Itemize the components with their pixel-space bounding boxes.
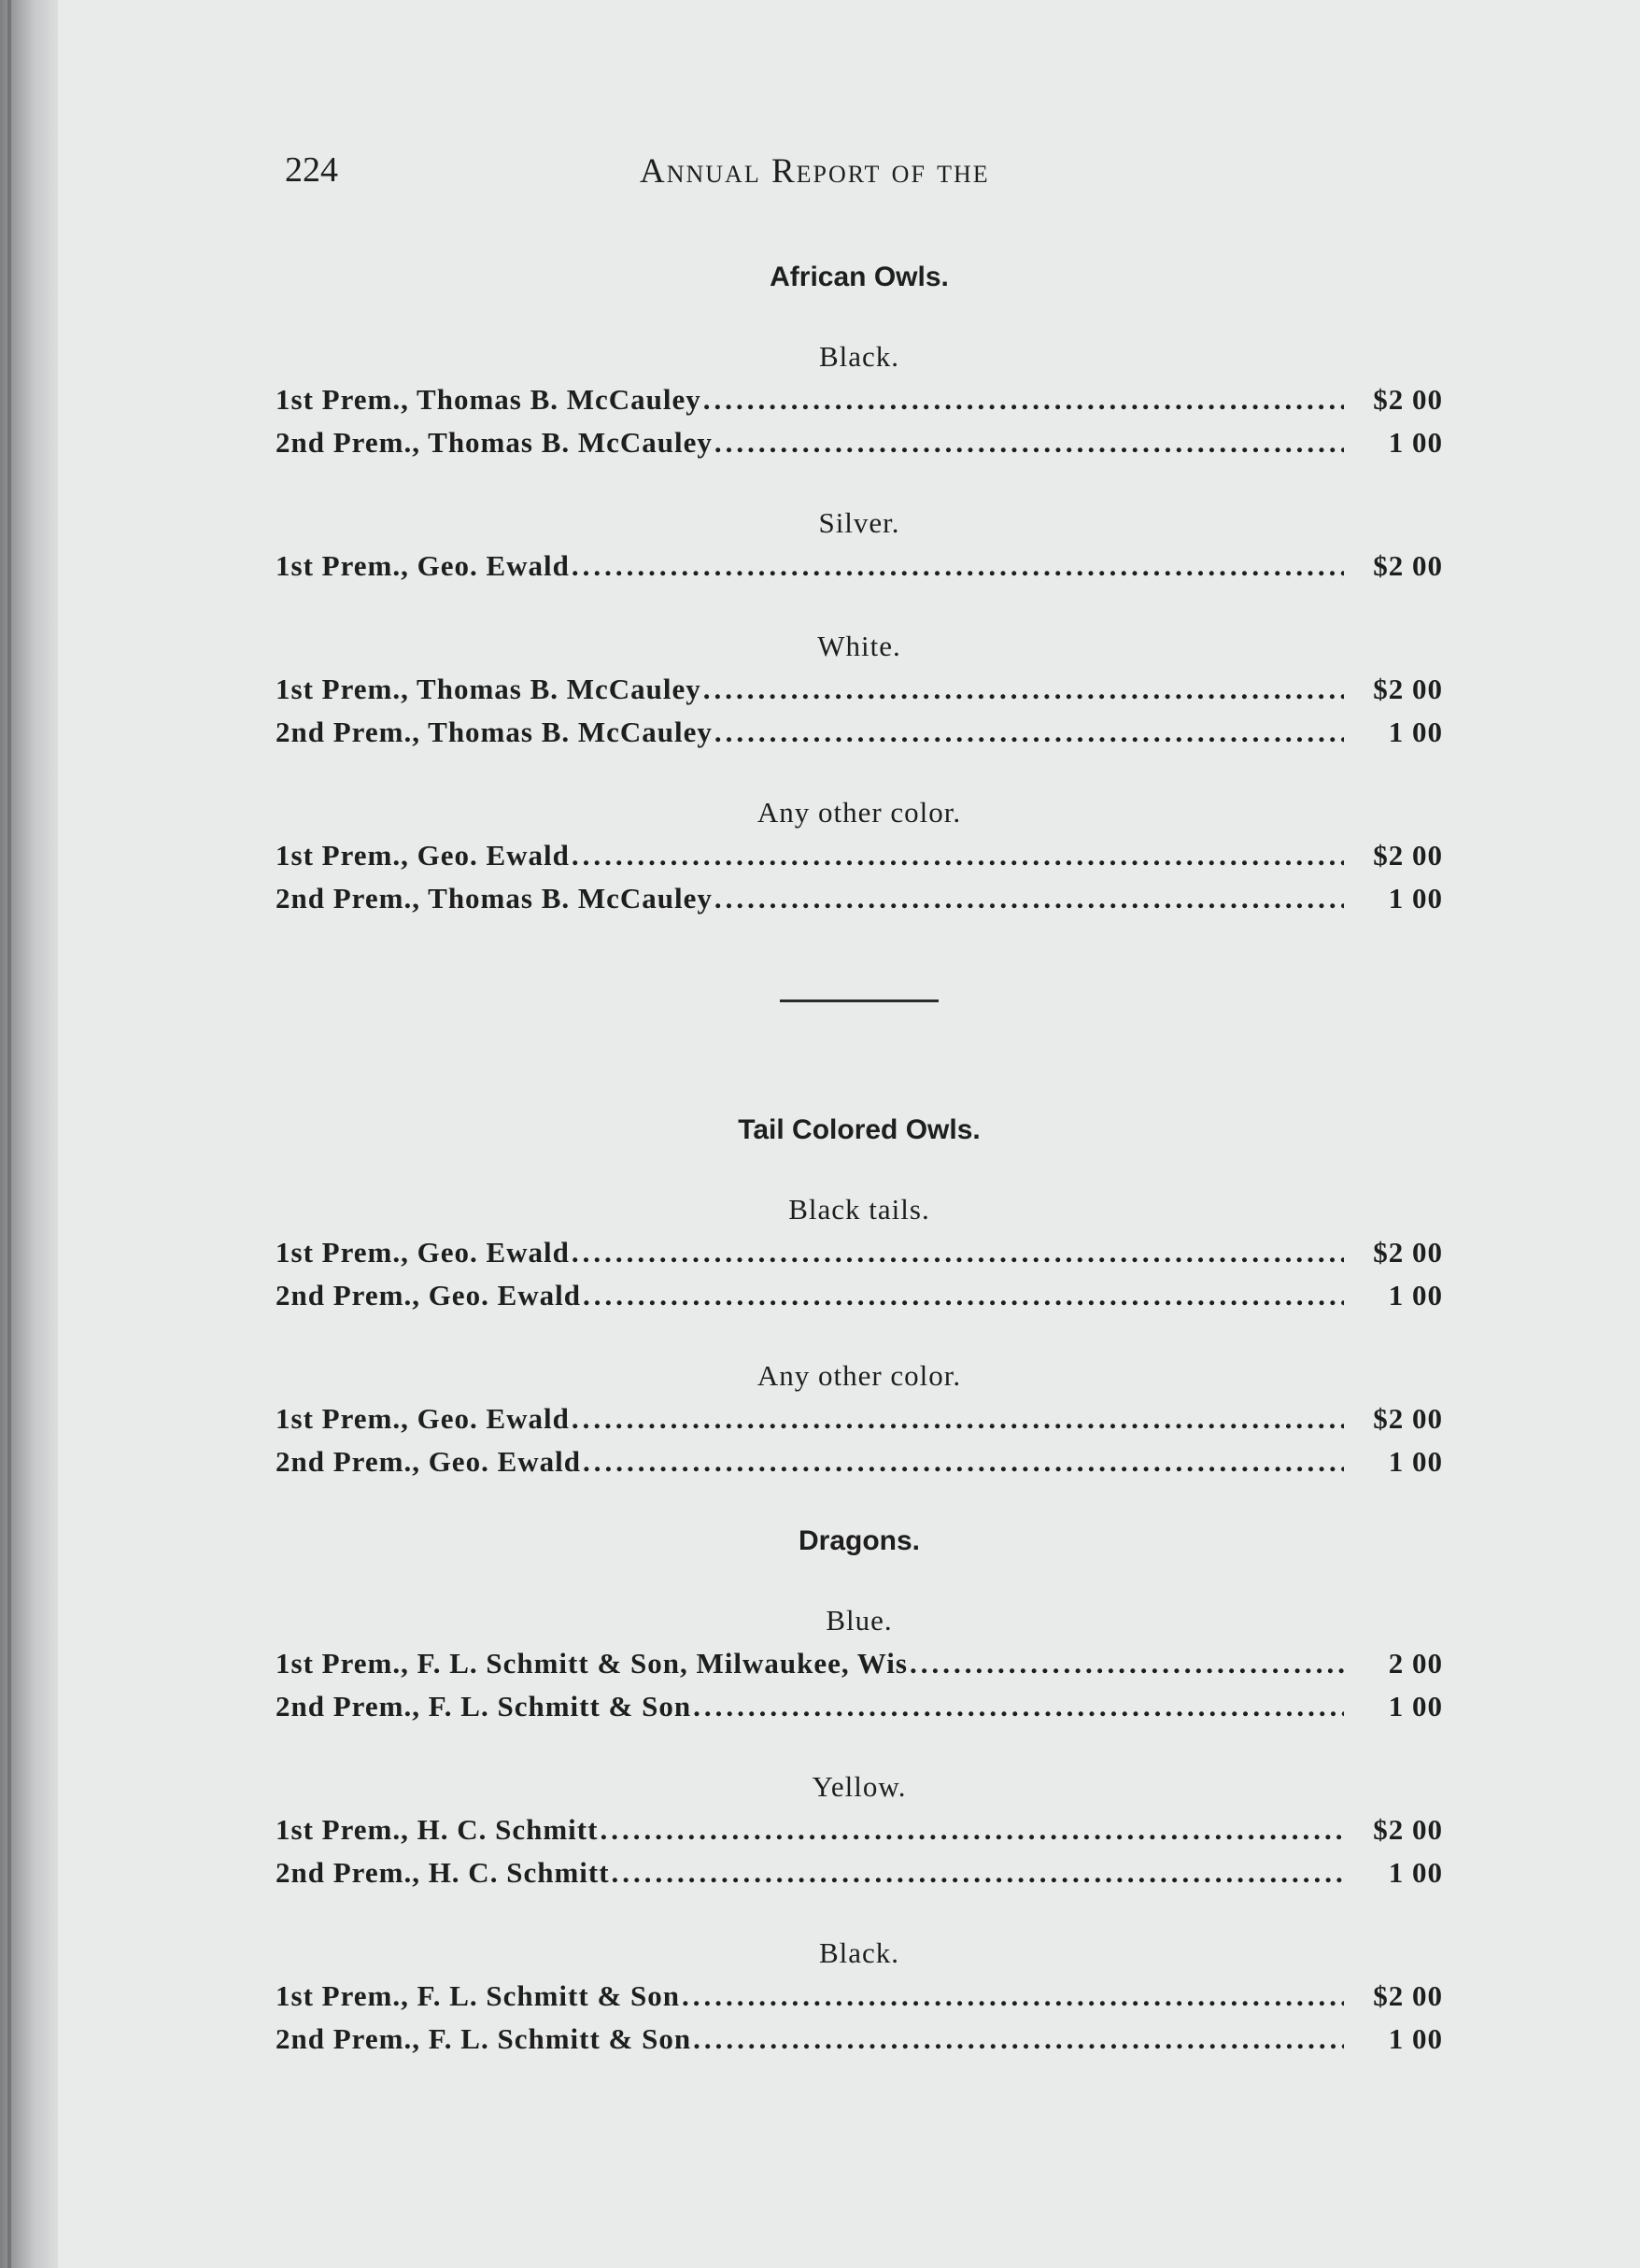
entry-label: 2nd Prem., Geo. Ewald xyxy=(276,1279,581,1311)
section-title: Dragons. xyxy=(798,1525,921,1556)
group-title: Any other color. xyxy=(756,1359,962,1392)
premium-entry xyxy=(276,882,1443,925)
entry-amount: $2 00 xyxy=(1373,673,1443,705)
entry-label: 2nd Prem., Thomas B. McCauley xyxy=(276,426,713,459)
premium-entry xyxy=(276,549,1443,592)
entry-label: 1st Prem., Thomas B. McCauley xyxy=(276,673,701,705)
entry-label: 2nd Prem., F. L. Schmitt & Son xyxy=(276,1690,692,1722)
premium-entry xyxy=(276,1236,1443,1279)
group-title: Black tails. xyxy=(788,1193,930,1226)
group-title: Yellow. xyxy=(812,1770,907,1803)
entry-amount: 1 00 xyxy=(1388,1445,1443,1478)
entry-amount: $2 00 xyxy=(1373,1402,1443,1435)
group-black xyxy=(276,1936,1443,2065)
premium-entry xyxy=(276,1813,1443,1856)
group-title: Black. xyxy=(818,1936,900,1969)
dot-leader xyxy=(572,1236,1344,1269)
entry-amount: $2 00 xyxy=(1373,383,1443,416)
group-title: Blue. xyxy=(826,1604,893,1637)
dot-leader xyxy=(910,1647,1344,1680)
premium-entry xyxy=(276,839,1443,882)
entry-amount: 1 00 xyxy=(1388,1856,1443,1889)
dot-leader xyxy=(572,549,1344,583)
entry-amount: 2 00 xyxy=(1388,1647,1443,1680)
entry-label: 2nd Prem., H. C. Schmitt xyxy=(276,1856,610,1889)
entry-amount: 1 00 xyxy=(1388,426,1443,459)
entry-label: 1st Prem., H. C. Schmitt xyxy=(276,1813,599,1846)
dot-leader xyxy=(572,1402,1344,1436)
dot-leader xyxy=(714,716,1344,749)
group-title: Silver. xyxy=(818,506,900,539)
entry-amount: 1 00 xyxy=(1388,882,1443,914)
dot-leader xyxy=(572,839,1344,872)
group-title: White. xyxy=(817,630,901,662)
group-silver xyxy=(276,506,1443,592)
section-title: Tail Colored Owls. xyxy=(738,1114,981,1145)
page-header xyxy=(285,149,1438,196)
entry-amount: $2 00 xyxy=(1373,1979,1443,2012)
group-black-tails xyxy=(276,1193,1443,1322)
premium-entry xyxy=(276,426,1443,469)
group-black xyxy=(276,340,1443,469)
dot-leader xyxy=(714,882,1344,915)
section-divider xyxy=(780,999,939,1002)
premium-entry xyxy=(276,1856,1443,1899)
section-title: African Owls. xyxy=(770,262,949,292)
premium-entry xyxy=(276,383,1443,426)
entry-label: 2nd Prem., Thomas B. McCauley xyxy=(276,716,713,748)
group-yellow xyxy=(276,1770,1443,1899)
dot-leader xyxy=(693,2022,1344,2056)
group-white xyxy=(276,630,1443,758)
section-african-owls xyxy=(276,262,1443,925)
group-title: Black. xyxy=(818,340,900,373)
entry-amount: 1 00 xyxy=(1388,716,1443,748)
entry-label: 1st Prem., Geo. Ewald xyxy=(276,549,570,582)
running-title: Annual Report of the xyxy=(640,152,990,191)
premium-entry xyxy=(276,2022,1443,2065)
premium-entry xyxy=(276,1445,1443,1488)
section-tail-colored-owls xyxy=(276,1114,1443,1488)
premium-entry xyxy=(276,1647,1443,1690)
page-content xyxy=(276,262,1443,2103)
dot-leader xyxy=(693,1690,1344,1723)
section-dragons xyxy=(276,1525,1443,2065)
premium-entry xyxy=(276,673,1443,716)
entry-label: 2nd Prem., Geo. Ewald xyxy=(276,1445,581,1478)
entry-label: 1st Prem., Geo. Ewald xyxy=(276,839,570,872)
dot-leader xyxy=(714,426,1344,460)
dot-leader xyxy=(703,673,1344,706)
entry-amount: 1 00 xyxy=(1388,2022,1443,2055)
entry-label: 1st Prem., Thomas B. McCauley xyxy=(276,383,701,416)
dot-leader xyxy=(600,1813,1344,1847)
group-any-other-color xyxy=(276,1359,1443,1488)
group-title: Any other color. xyxy=(756,796,962,829)
entry-label: 1st Prem., F. L. Schmitt & Son, Milwaukee, Wis xyxy=(276,1647,908,1680)
entry-label: 1st Prem., Geo. Ewald xyxy=(276,1402,570,1435)
entry-amount: $2 00 xyxy=(1373,839,1443,872)
dot-leader xyxy=(612,1856,1344,1890)
premium-entry xyxy=(276,1690,1443,1733)
entry-amount: $2 00 xyxy=(1373,1813,1443,1846)
dot-leader xyxy=(703,383,1344,417)
entry-amount: $2 00 xyxy=(1373,1236,1443,1269)
entry-label: 1st Prem., F. L. Schmitt & Son xyxy=(276,1979,680,2012)
entry-label: 2nd Prem., Thomas B. McCauley xyxy=(276,882,713,914)
group-any-other-color xyxy=(276,796,1443,925)
premium-entry xyxy=(276,1279,1443,1322)
dot-leader xyxy=(682,1979,1344,2013)
page-number: 224 xyxy=(285,150,338,190)
dot-leader xyxy=(583,1445,1344,1479)
entry-label: 1st Prem., Geo. Ewald xyxy=(276,1236,570,1269)
dot-leader xyxy=(583,1279,1344,1312)
premium-entry xyxy=(276,716,1443,758)
entry-amount: 1 00 xyxy=(1388,1279,1443,1311)
book-binding-edge xyxy=(0,0,58,2268)
premium-entry xyxy=(276,1402,1443,1445)
entry-amount: 1 00 xyxy=(1388,1690,1443,1722)
premium-entry xyxy=(276,1979,1443,2022)
group-blue xyxy=(276,1604,1443,1733)
entry-label: 2nd Prem., F. L. Schmitt & Son xyxy=(276,2022,692,2055)
entry-amount: $2 00 xyxy=(1373,549,1443,582)
